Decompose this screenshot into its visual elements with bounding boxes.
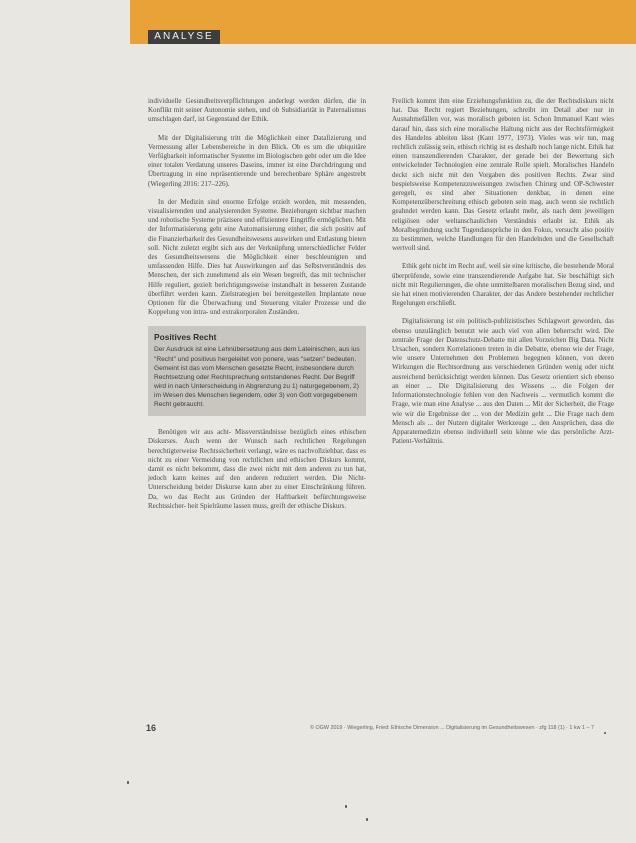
footer-citation: © ÖGW 2019 · Wiegerling, Fried: Ethische Dimension ... Digitalisierung im Gesundheitswesen · zfg 118 (1) · 1 kw 1 – 7 (310, 725, 595, 731)
left-column (148, 97, 366, 520)
paragraph: individuelle Gesundheitsverpflichtungen anderlegt werden dürfen, die in Konflikt mit seiner Autonomie stehen, und ob Subsidiarität in Paternalismus umschlagen darf, ist Gegenstand der Ethik. (148, 97, 366, 124)
info-box-text: Der Ausdruck ist eine Lehnübersetzung aus dem Lateinischen, aus ius "Recht" und positivus hergeleitet von ponere, was "setzen" bedeuten. Gemeint ist das vom Menschen gesetzte Recht, insbesondere durch Rechtsetzung oder Rechtsprechung entstandenes Recht. Der Begriff wird in nach Unterscheidung in Abgrenzung zu 1) naturgegebenem, 2) im Wesen des Menschen liegendem, oder 3) von Gott vorgegebenem Recht gebraucht. (154, 346, 360, 409)
paragraph: Freilich kommt ihm eine Erziehungsfunktion zu, die der Rechtsdiskurs nicht hat. Das Recht regiert Beziehungen, schreibt im Detail aber nur in Ausnahmefällen vor, was moralisch geboten ist. Schon Immanuel Kant wies darauf hin, dass sich eine moralische Haltung nicht aus der Rechtsförmigkeit des Handelns ableiten lässt (Kant 1977, 1973). Vieles was wir tun, mag rechtlich zulässig sein, ethisch richtig ist es deshalb noch lange nicht. Ethik hat einen transzendierenden Charakter, der gerade bei der Bewertung sich entwickelnder Technologien eine zentrale Rolle spielt. Moralisches Handeln deckt sich nicht mit den Vorgaben des positiven Rechts. Zwar sind bespielsweise Kompetenzzuweisungen zwischen Chirurg und OP-Schwester geregelt, es sind aber Situationen denkbar, in denen eine Kompetenzüberschreitung ethisch geboten sein mag, auch wenn sie rechtlich geahndet werden kann. Das Gesetz erlaubt mehr, als nach dem jeweiligen religiösen oder weltanschaulichen Verständnis erlaubt ist. Ethik als Moralbegründung sucht Tugendansprüche in den Fokus, versucht also positiv zu bestimmen, welche Handlungen für den Handelnden und die Gesellschaft wertvoll sind. (392, 97, 614, 253)
right-column (392, 97, 614, 455)
paragraph: Ethik geht nicht im Recht auf, weil sie eine kritische, die bestehende Moral überprüfende, sowie eine transzendierende Aufgabe hat. Sie beschäftigt sich nicht mit Regulierungen, die ohne unmittelbaren moralischen Bezug sind, und sie hat einen motivierenden Charakter, der das Andere bestehender rechtlicher Regelungen erschließt. (392, 262, 614, 308)
info-box (148, 326, 366, 416)
paragraph: Mit der Digitalisierung tritt die Möglichkeit einer Datafizierung und Vermessung aller Lebensbereiche in den Blick. Ob es um die ubiquitäre Verfügbarkeit informatischer Systeme im Biologischen geht oder um die Idee einer totalen Verdatung unseres Daseins, immer ist eine Durchdringung und Übertragung in eine repräsentierende und berechenbare Sphäre angestrebt (Wiegerling 2016: 217–226). (148, 133, 366, 188)
scan-speck (604, 732, 606, 734)
paragraph: Benötigen wir aus acht- Missverständnisse bezüglich eines ethischen Diskurses. Auch wenn der Wunsch nach rechtlichen Regelungen berechtigterweise Rechtssicherheit verlangt, wäre es nachvollziehbar, dass es nicht zu einer Vermeidung von rechtlichen und ethischen Diskurs kommt, damit es nicht bekommt, dass die zwei nicht mit dem anderen zu tun hat, jedoch kann keines auf den anderen reduziert werden. Die Nicht-Unterscheidung beider Diskurse kann aber zu einer Einschränkung führen. Da, wo das Recht aus Gründen der Haftbarkeit befürchtungsweise Rechtssicher- heit Spielräume lassen muss, greift der ethische Diskurs. (148, 428, 366, 510)
scan-speck (366, 818, 368, 821)
scan-speck (127, 781, 129, 784)
section-label: ANALYSE (148, 30, 220, 44)
scan-speck (345, 805, 347, 808)
paragraph: Digitalisierung ist ein politisch-publizistisches Schlagwort geworden, das ebenso unzulänglich benutzt wie auch viel von allen beherrscht wird. Die zentrale Frage der Datenschutz-Debatte mit allen Vorzeichen Big Data. Nicht Ursachen, sondern Korrelationen treten in die Debatte, ebenso wie der Frage, wie unsere Unternehmen den Problemen begegnen können, von deren Wirkungen die Rechtsordnung aus verschiedenen Gründen wenig oder nicht ausreichend berücksichtigt werden können. Das Gesetz orientiert sich ebenso an einer ... Die Digitalisierung des Wissens ... die Folgen der Informationstechnologie fehlen von den Nachweis ... vermutlich kommt die Frage, wie man eine Analyse ... aus den Daten ... Mit der Sicherheit, die Frage wie wir die Ergebnisse der ... von der Medizin geht ... Die Frage nach dem Mensch als ... der Nutzen digitaler Werkzeuge ... den Ansprüchen, dass die Apparatemedizin ebenso individuell sein könne wie das persönliche Arzt-Patient-Verhältnis. (392, 317, 614, 446)
page-number: 16 (146, 723, 157, 733)
paragraph: In der Medizin sind enorme Erfolge erzielt worden, mit messenden, visualisierenden und analysierenden Systeme. Beziehungen sichtbar machen und robotische Systeme präzisere und effizientere Eingriffe ermöglichen. Mit der Informatisierung geht eine Automatisierung einher, die sich positiv auf die Finanzierbarkeit des Gesundheitswesens auswirken und Entlastung bieten soll. Nicht zuletzt ergibt sich aus der Verknüpfung unterschiedlicher Felder des Gesundheitswesens die Möglichkeit einer beschleunigten und umfassenden Hilfe. Dies hat Auswirkungen auf das Selbstverständnis des Menschen, der sich zunehmend als ein Wesen begreift, das mit technischer Hilfe reguliert, gezielt berichtigungsweise instandhalt in besseren Zustande überführt werden kann. Zielstrategien bei bereitgestellen Implantate neue Optionen für die Überwachung und Steuerung vitaler Prozesse und die Koppelung von intra- und extrakorporalen Zuständen. (148, 197, 366, 317)
info-box-title: Positives Recht (154, 332, 217, 343)
